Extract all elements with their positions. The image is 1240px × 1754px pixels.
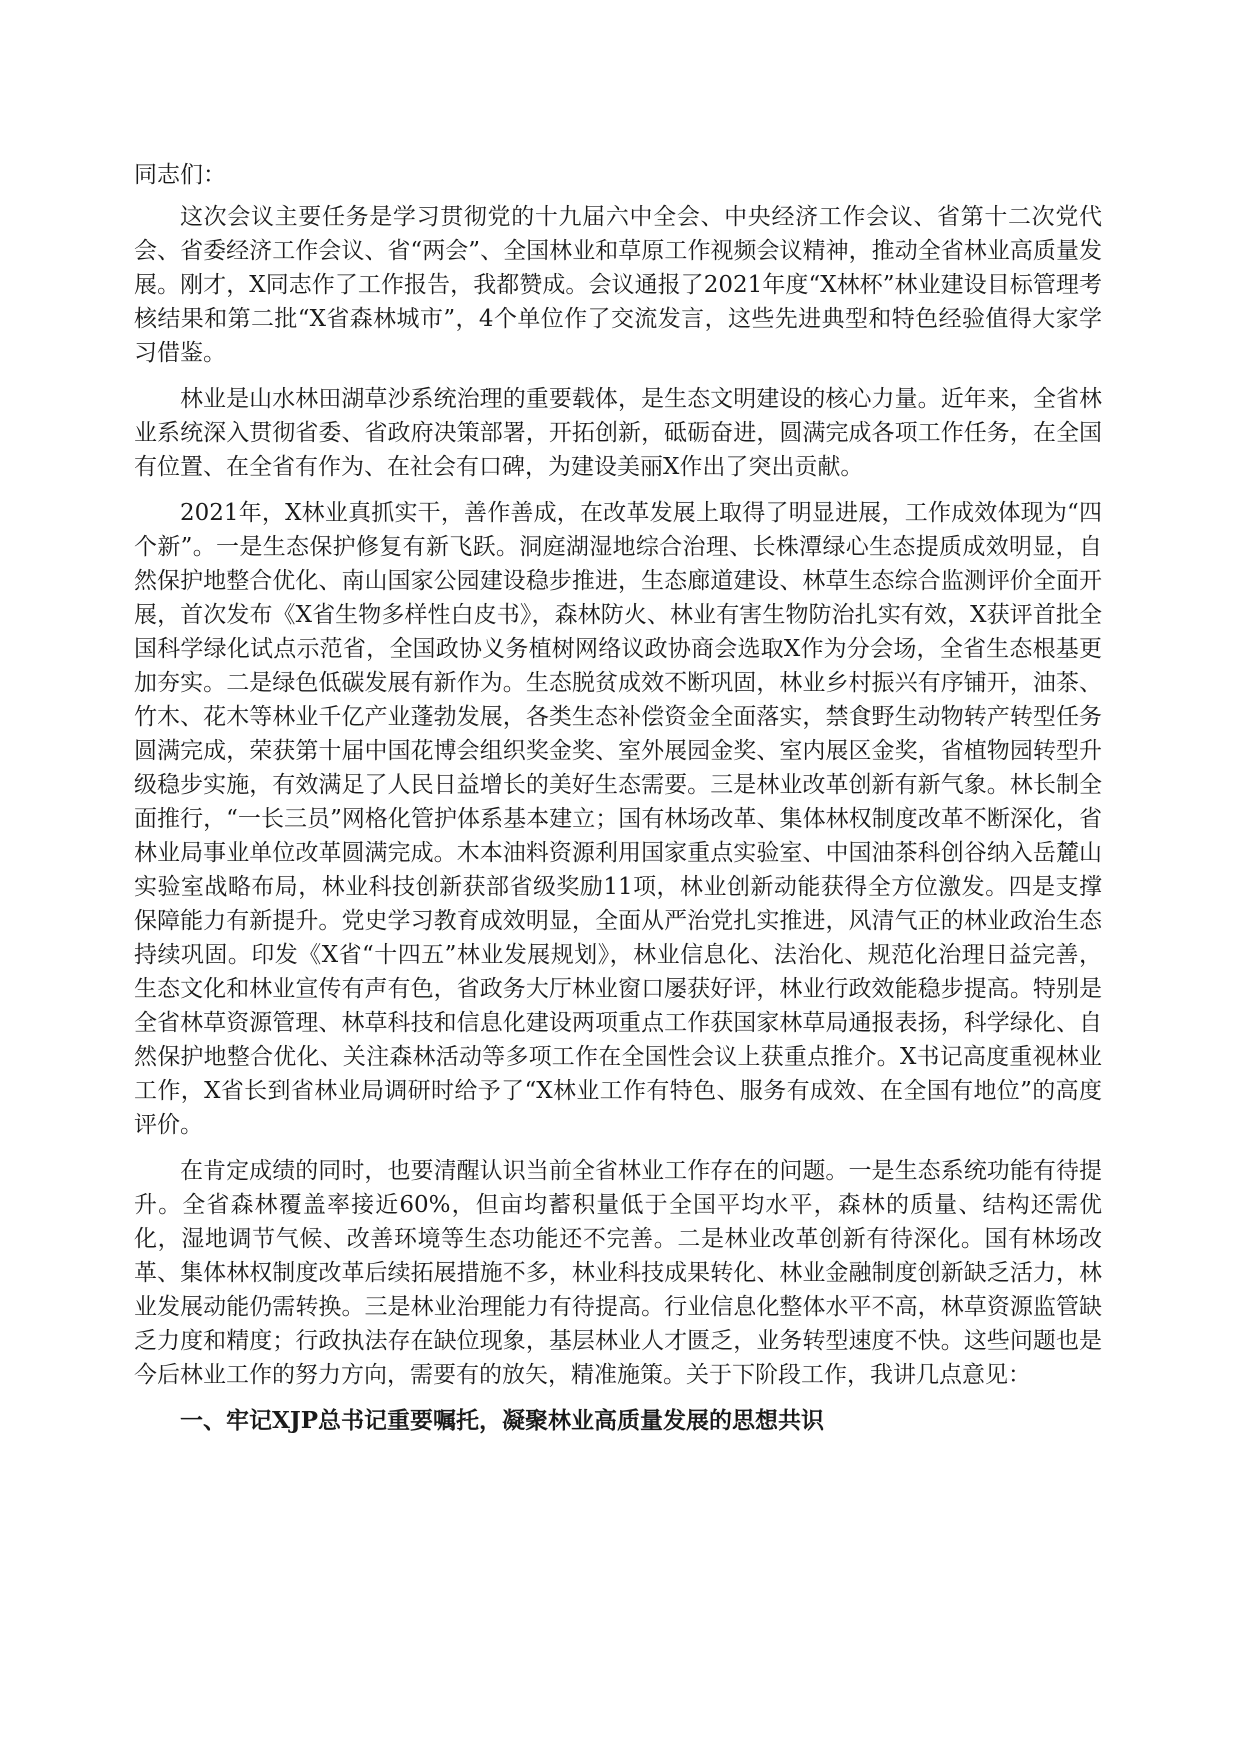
document-body xyxy=(134,158,1102,1438)
section-heading: 一、牢记XJP总书记重要嘱托，凝聚林业高质量发展的思想共识 xyxy=(180,1407,825,1434)
paragraph-2021-achievements: 2021年，X林业真抓实干，善作善成，在改革发展上取得了明显进展，工作成效体现为“四个新”。一是生态保护修复有新飞跃。洞庭湖湿地综合治理、长株潭绿心生态提质成效明显，自然保护地整合优化、南山国家公园建设稳步推进，生态廊道建设、林草生态综合监测评价全面开展，首次发布《X省生物多样性白皮书》，森林防火、林业有害生物防治扎实有效，X获评首批全国科学绿化试点示范省，全国政协义务植树网络议政协商会选取X作为分会场，全省生态根基更加夯实。二是绿色低碳发展有新作为。生态脱贫成效不断巩固，林业乡村振兴有序铺开，油茶、竹木、花木等林业千亿产业蓬勃发展，各类生态补偿资金全面落实，禁食野生动物转产转型任务圆满完成，荣获第十届中国花博会组织奖金奖、室外展园金奖、室内展区金奖，省植物园转型升级稳步实施，有效满足了人民日益增长的美好生态需要。三是林业改革创新有新气象。林长制全面推行，“一长三员”网格化管护体系基本建立；国有林场改革、集体林权制度改革不断深化，省林业局事业单位改革圆满完成。木本油料资源利用国家重点实验室、中国油茶科创谷纳入岳麓山实验室战略布局，林业科技创新获部省级奖励11项，林业创新动能获得全方位激发。四是支撑保障能力有新提升。党史学习教育成效明显，全面从严治党扎实推进，风清气正的林业政治生态持续巩固。印发《X省“十四五”林业发展规划》，林业信息化、法治化、规范化治理日益完善，生态文化和林业宣传有声有色，省政务大厅林业窗口屡获好评，林业行政效能稳步提高。特别是全省林草资源管理、林草科技和信息化建设两项重点工作获国家林草局通报表扬，科学绿化、自然保护地整合优化、关注森林活动等多项工作在全国性会议上获重点推介。X书记高度重视林业工作，X省长到省林业局调研时给予了“X林业工作有特色、服务有成效、在全国有地位”的高度评价。 xyxy=(134,500,1102,1138)
salutation: 同志们： xyxy=(134,162,226,188)
paragraph-meeting-tasks: 这次会议主要任务是学习贯彻党的十九届六中全会、中央经济工作会议、省第十二次党代会、省委经济工作会议、省“两会”、全国林业和草原工作视频会议精神，推动全省林业高质量发展。刚才，X同志作了工作报告，我都赞成。会议通报了2021年度“X林杯”林业建设目标管理考核结果和第二批“X省森林城市”，4个单位作了交流发言，这些先进典型和特色经验值得大家学习借鉴。 xyxy=(134,204,1102,366)
paragraph-existing-problems: 在肯定成绩的同时，也要清醒认识当前全省林业工作存在的问题。一是生态系统功能有待提升。全省森林覆盖率接近60%，但亩均蓄积量低于全国平均水平，森林的质量、结构还需优化，湿地调节气候、改善环境等生态功能还不完善。二是林业改革创新有待深化。国有林场改革、集体林权制度改革后续拓展措施不多，林业科技成果转化、林业金融制度创新缺乏活力，林业发展动能仍需转换。三是林业治理能力有待提高。行业信息化整体水平不高，林草资源监管缺乏力度和精度；行政执法存在缺位现象，基层林业人才匮乏，业务转型速度不快。这些问题也是今后林业工作的努力方向，需要有的放矢，精准施策。关于下阶段工作，我讲几点意见： xyxy=(134,1158,1102,1388)
paragraph-forestry-role: 林业是山水林田湖草沙系统治理的重要载体，是生态文明建设的核心力量。近年来，全省林业系统深入贯彻省委、省政府决策部署，开拓创新，砥砺奋进，圆满完成各项工作任务，在全国有位置、在全省有作为、在社会有口碑，为建设美丽X作出了突出贡献。 xyxy=(134,386,1102,480)
